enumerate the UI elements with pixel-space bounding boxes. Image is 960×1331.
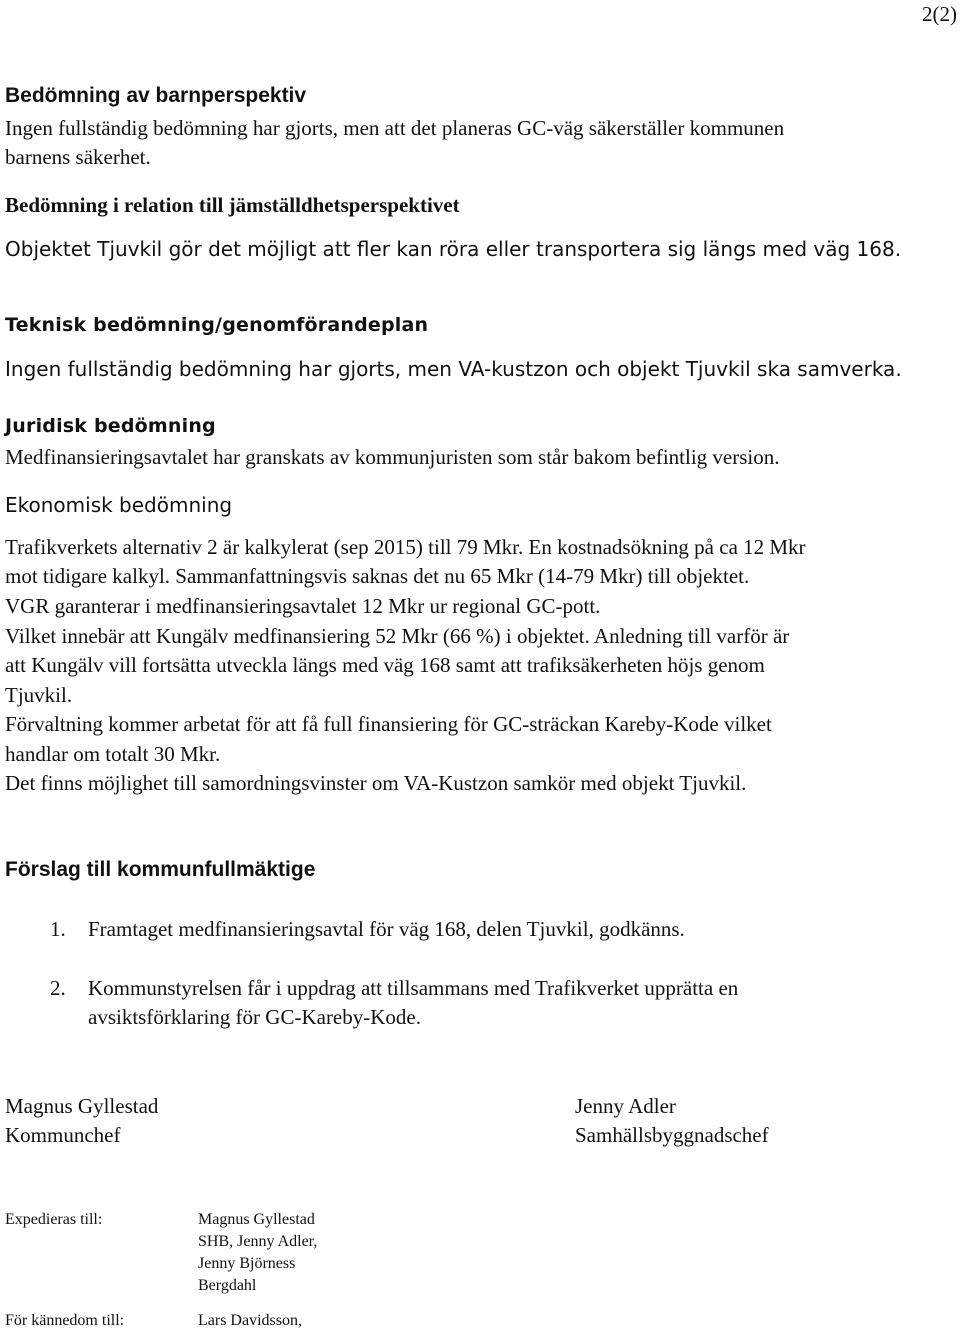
text-line: att Kungälv vill fortsätta utveckla längs med väg 168 samt att trafiksäkerheten höjs genom	[5, 653, 765, 677]
kannedom-label: För kännedom till:	[5, 1312, 125, 1329]
text-line: Förvaltning kommer arbetat för att få full finansiering för GC-sträckan Kareby-Kode vilket	[5, 712, 772, 736]
page-number: 2(2)	[922, 2, 957, 26]
text-line: Vilket innebär att Kungälv medfinansiering 52 Mkr (66 %) i objektet. Anledning till varför är	[5, 624, 790, 648]
text-line: Medfinansieringsavtalet har granskats av kommunjuristen som står bakom befintlig version.	[5, 445, 780, 469]
list-item-line: Framtaget medfinansieringsavtal för väg 168, delen Tjuvkil, godkänns.	[88, 917, 685, 941]
text-line: Objektet Tjuvkil gör det möjligt att fler kan röra eller transportera sig längs med väg 168.	[5, 237, 902, 261]
list-item-line: avsiktsförklaring för GC-Kareby-Kode.	[88, 1005, 421, 1029]
recipient-line: Bergdahl	[198, 1277, 257, 1294]
signature-name: Jenny Adler	[575, 1094, 676, 1118]
signature-name: Magnus Gyllestad	[5, 1094, 159, 1118]
text-line: Ingen fullständig bedömning har gjorts, men att det planeras GC-väg säkerställer kommunen	[5, 116, 785, 140]
list-item-line: Kommunstyrelsen får i uppdrag att tillsammans med Trafikverket upprätta en	[88, 976, 739, 1000]
text-line: mot tidigare kalkyl. Sammanfattningsvis saknas det nu 65 Mkr (14-79 Mkr) till objektet.	[5, 564, 750, 588]
recipient-line: Magnus Gyllestad	[198, 1211, 315, 1228]
heading-barnperspektiv: Bedömning av barnperspektiv	[5, 84, 307, 107]
text-line: barnens säkerhet.	[5, 145, 151, 169]
text-line: Tjuvkil.	[5, 683, 73, 707]
text-line: VGR garanterar i medfinansieringsavtalet 12 Mkr ur regional GC-pott.	[5, 594, 601, 618]
text-line: Ingen fullständig bedömning har gjorts, men VA-kustzon och objekt Tjuvkil ska samverka.	[5, 357, 902, 381]
recipient-line: Jenny Björness	[198, 1255, 296, 1272]
expedieras-label: Expedieras till:	[5, 1211, 103, 1228]
heading-teknisk: Teknisk bedömning/genomförandeplan	[5, 314, 429, 336]
text-line: Trafikverkets alternativ 2 är kalkylerat (sep 2015) till 79 Mkr. En kostnadsökning på ca 12 Mkr	[5, 535, 806, 559]
heading-ekonomisk: Ekonomisk bedömning	[5, 493, 233, 517]
heading-forslag: Förslag till kommunfullmäktige	[5, 858, 316, 881]
heading-juridisk: Juridisk bedömning	[5, 415, 216, 437]
heading-jamstalldhet: Bedömning i relation till jämställdhetsperspektivet	[5, 193, 460, 217]
list-number: 1.	[50, 917, 66, 941]
text-line: handlar om totalt 30 Mkr.	[5, 742, 221, 766]
signature-title: Samhällsbyggnadschef	[575, 1123, 769, 1147]
text-line: Det finns möjlighet till samordningsvinster om VA-Kustzon samkör med objekt Tjuvkil.	[5, 771, 747, 795]
recipient-line: Lars Davidsson,	[198, 1312, 302, 1329]
signature-title: Kommunchef	[5, 1123, 121, 1147]
recipient-line: SHB, Jenny Adler,	[198, 1233, 318, 1250]
list-number: 2.	[50, 976, 66, 1000]
